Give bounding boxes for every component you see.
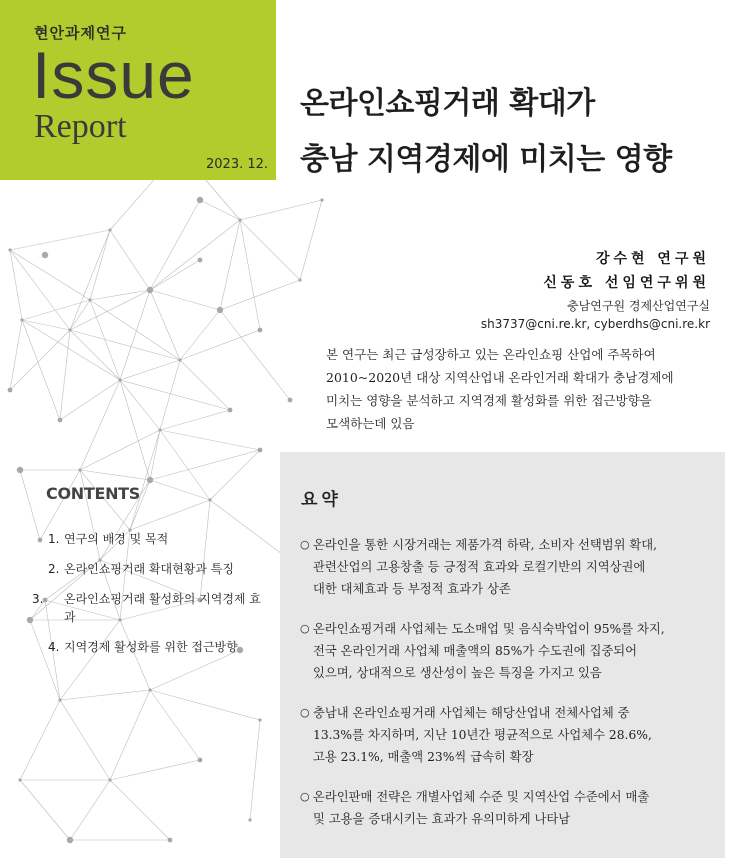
network-node: [18, 778, 21, 781]
network-node: [68, 328, 71, 331]
bullet-circle-icon: ○: [300, 790, 310, 803]
network-node: [158, 428, 161, 431]
bullet-line: 13.3%를 차지하며, 지난 10년간 평균적으로 사업체수 28.6%,: [313, 728, 652, 742]
bullet-line: 전국 온라인거래 사업체 매출액의 85%가 수도권에 집중되어: [313, 644, 637, 658]
network-edge: [150, 200, 200, 290]
network-edge: [250, 720, 260, 820]
network-edge: [110, 230, 150, 290]
publication-date: 2023. 12.: [206, 157, 269, 172]
network-edge: [110, 760, 200, 780]
summary-bullet: [300, 786, 702, 830]
contents-heading: CONTENTS: [46, 484, 141, 503]
summary-bullet: [300, 702, 702, 768]
network-edge: [160, 430, 260, 450]
contents-item-text: 지역경제 활성화를 위한 접근방향: [64, 640, 238, 654]
network-edge: [110, 780, 170, 840]
summary-heading: 요약: [301, 490, 342, 510]
network-edge: [120, 360, 180, 380]
network-node: [42, 252, 48, 258]
network-edge: [70, 290, 150, 330]
report-wordmark: Report: [34, 108, 127, 145]
bullet-line: 온라인판매 전략은 개별사업체 수준 및 지역산업 수준에서 매출: [313, 790, 650, 804]
network-edge: [200, 200, 240, 220]
network-edge: [10, 250, 70, 330]
network-node: [198, 258, 203, 263]
network-edge: [150, 290, 180, 360]
network-edge: [300, 200, 322, 280]
summary-panel: [280, 452, 725, 858]
network-edge: [120, 290, 150, 380]
network-node: [298, 278, 301, 281]
network-edge: [120, 380, 160, 430]
network-node: [217, 307, 223, 313]
author-2: 신동호 선임연구위원: [543, 275, 710, 291]
network-edge: [180, 360, 230, 410]
network-node: [320, 198, 323, 201]
network-edge: [10, 250, 90, 300]
network-node: [20, 318, 23, 321]
network-edge: [60, 690, 150, 700]
network-edge: [10, 250, 22, 320]
summary-bullets: [300, 534, 702, 848]
summary-bullet: [300, 534, 702, 600]
series-label: 현안과제연구: [34, 24, 127, 42]
contents-item-text: 온라인쇼핑거래 확대현황과 특징: [64, 562, 234, 576]
network-node: [248, 818, 251, 821]
summary-bullet: [300, 618, 702, 684]
intro-line: 본 연구는 최근 급성장하고 있는 온라인쇼핑 산업에 주목하여: [326, 347, 656, 362]
network-edge: [210, 450, 260, 500]
network-edge: [150, 430, 160, 480]
network-edge: [10, 230, 110, 250]
network-edge: [130, 430, 160, 530]
network-edge: [80, 430, 160, 470]
network-edge: [70, 230, 110, 330]
network-node: [27, 617, 33, 623]
network-edge: [22, 300, 90, 320]
authors-block: [481, 247, 710, 333]
network-edge: [20, 780, 70, 840]
bullet-line: 및 고용을 증대시키는 효과가 유의미하게 나타남: [313, 812, 571, 826]
contents-item-number: 4.: [48, 640, 60, 654]
network-edge: [150, 690, 260, 720]
network-edge: [150, 260, 200, 290]
author-department: 충남연구원 경제산업연구실: [567, 299, 710, 313]
network-node: [208, 498, 211, 501]
network-edge: [70, 330, 120, 380]
network-node: [58, 418, 63, 423]
contents-item-text: 온라인쇼핑거래 활성화의 지역경제 효과: [64, 592, 261, 624]
network-node: [67, 837, 73, 843]
network-edge: [150, 290, 220, 310]
network-edge: [160, 410, 230, 430]
bullet-line: 있으며, 상대적으로 생산성이 높은 특징을 가지고 있음: [313, 666, 602, 680]
network-edge: [90, 300, 180, 360]
network-edge: [120, 380, 230, 410]
report-title: [300, 76, 672, 188]
network-node: [58, 698, 61, 701]
bullet-line: 고용 23.1%, 매출액 23%씩 급속히 확장: [313, 750, 534, 764]
network-edge: [20, 470, 40, 540]
network-node: [118, 378, 121, 381]
contents-item: [48, 530, 268, 548]
bullet-circle-icon: ○: [300, 538, 310, 551]
network-edge: [70, 780, 110, 840]
network-edge: [90, 300, 120, 380]
network-node: [258, 718, 261, 721]
network-edge: [22, 320, 60, 420]
network-node: [198, 758, 203, 763]
contents-item-text: 연구의 배경 및 목적: [64, 532, 169, 546]
network-node: [88, 298, 91, 301]
network-node: [8, 388, 13, 393]
network-node: [288, 398, 293, 403]
network-node: [228, 408, 233, 413]
author-emails: sh3737@cni.re.kr, cyberdhs@cni.re.kr: [480, 317, 710, 331]
intro-line: 2010~2020년 대상 지역산업내 온라인거래 확대가 충남경제에: [326, 370, 674, 385]
intro-line: 모색하는데 있음: [326, 416, 415, 431]
network-node: [8, 248, 11, 251]
bullet-line: 대한 대체효과 등 부정적 효과가 상존: [313, 582, 511, 596]
network-node: [148, 688, 151, 691]
network-node: [147, 287, 153, 293]
bullet-circle-icon: ○: [300, 706, 310, 719]
contents-item: [32, 590, 269, 626]
network-node: [258, 328, 263, 333]
network-edge: [150, 450, 260, 480]
network-edge: [60, 700, 110, 780]
network-edge: [220, 310, 290, 400]
network-node: [147, 477, 153, 483]
network-node: [238, 218, 241, 221]
contents-item-number: 1.: [48, 532, 60, 546]
network-node: [197, 197, 203, 203]
contents-list: [32, 530, 268, 668]
bullet-line: 온라인쇼핑거래 사업체는 도소매업 및 음식숙박업이 95%를 차지,: [313, 622, 665, 636]
network-edge: [160, 430, 210, 500]
network-node: [108, 778, 111, 781]
network-edge: [22, 320, 70, 330]
network-node: [108, 228, 111, 231]
network-edge: [130, 500, 210, 530]
contents-item-number: 3.: [32, 592, 44, 606]
network-edge: [20, 700, 60, 780]
title-line-1: 온라인쇼핑거래 확대가: [300, 86, 595, 121]
bullet-line: 충남내 온라인쇼핑거래 사업체는 해당산업내 전체사업체 중: [313, 706, 630, 720]
network-edge: [110, 690, 150, 780]
network-edge: [160, 360, 180, 430]
network-node: [258, 448, 263, 453]
network-edge: [70, 330, 180, 360]
network-edge: [150, 690, 200, 760]
contents-item: [48, 560, 268, 578]
network-node: [178, 358, 181, 361]
issue-wordmark: Issue: [32, 38, 195, 112]
network-node: [168, 838, 173, 843]
network-edge: [240, 220, 260, 330]
intro-line: 미치는 영향을 분석하고 지역경제 활성화를 위한 접근방향을: [326, 393, 652, 408]
network-edge: [120, 380, 150, 480]
contents-item: [48, 638, 268, 656]
intro-paragraph: [326, 343, 710, 435]
network-node: [17, 467, 23, 473]
title-line-2: 충남 지역경제에 미치는 영향: [300, 142, 672, 177]
network-edge: [220, 280, 300, 310]
issue-report-badge: [0, 0, 276, 180]
contents-item-number: 2.: [48, 562, 60, 576]
network-node: [38, 538, 43, 543]
bullet-circle-icon: ○: [300, 622, 310, 635]
network-edge: [150, 480, 210, 500]
author-1: 강수현 연구원: [595, 251, 710, 267]
bullet-line: 온라인을 통한 시장거래는 제품가격 하락, 소비자 선택범위 확대,: [313, 538, 658, 552]
network-edge: [240, 200, 322, 220]
network-edge: [80, 470, 150, 480]
bullet-line: 관련산업의 고용창출 등 긍정적 효과와 로컬기반의 지역상권에: [313, 560, 646, 574]
network-edge: [90, 290, 150, 300]
network-edge: [90, 230, 110, 300]
network-edge: [60, 330, 70, 420]
network-node: [78, 468, 81, 471]
